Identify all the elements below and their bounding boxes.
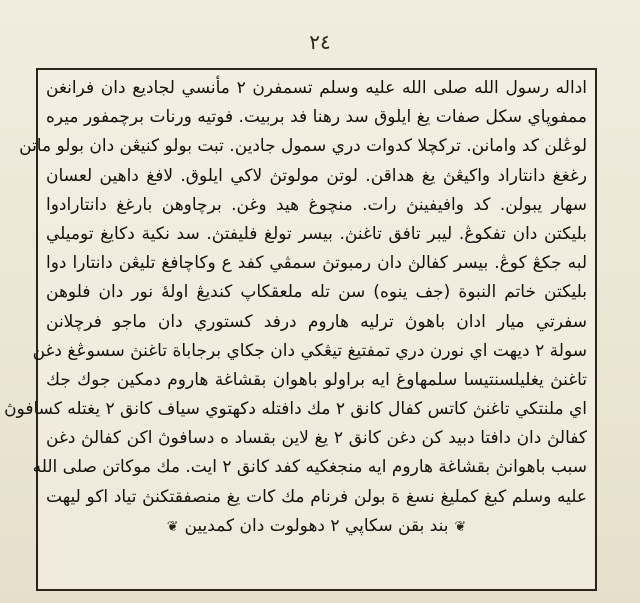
closing-line-text: بند بقن سكاپي ٢ دهولوت دان كمديين: [184, 515, 449, 536]
text-frame: [4, 68, 597, 591]
text-line: سفرتي ميار ادان باهوڽ ترليه هاروم درفد كستوري دان ماجو فرچلانن: [46, 311, 587, 332]
text-line: ممفوپاي سكل صفات يغ ايلوق سد رهنا فد بربيت. فوتيه ورنات برچمفور ميره: [46, 107, 587, 128]
text-line: بليكتن دان تفكوڠ. ليبر تافق تاغنڽ. بيسر تولغ فليفتڽ. سد نكية دكايغ توميلي: [46, 223, 587, 244]
text-line: لبه جكڠ كوڠ. بيسر كفالڽ دان رمبوتڽ سمڤي كفد ع وكاچافغ تليڠن دانتارا دوا: [46, 253, 587, 274]
text-line: سولة ٢ ديهت اي نورن دري تمفتيغ تيڠكي دان جكاي برجاباة تاغنڽ سسوڠغ دغن: [32, 340, 587, 361]
text-line: عليه وسلم كبغ كمليغ نسغ ة بولن فرنام مك كات يغ منصفقتكنڽ تياد اكو ليهت: [46, 486, 587, 507]
text-line: تاغنڽ يغليلسنتيسا سلمهاوغ ايه براولو باهوان بقشاغة هاروم دمكين جوك جك: [46, 369, 587, 390]
text-line: اداله رسول الله صلى الله عليه وسلم تسمفرن ٢ مأنسي لجاديع دان فرانغن: [46, 78, 587, 98]
text-line: لوڠلن كد وامانن. تركچلا كدوات دري سمول جادين. تبت بولو كنيڠن دان بولو ماتن: [19, 136, 587, 157]
closing-line: [46, 512, 587, 541]
text-line: بليكتن خاتم النبوة (جف ينوه) سن تله ملعقكاپ كنديڠ اولهٔ نور دان فلوهن: [46, 282, 587, 303]
text-line: سهار يبولن. كد وافيفينڽ رات. منچوغ هيد وغن. برچاوهن بارغغ دانتارادوا: [46, 194, 587, 215]
page-number: ٢٤: [309, 30, 331, 54]
text-line: اي ملنتكي تاغنڽ كاتس كفال كانق ٢ مك دافتله دكهتوي سياف كانق ٢ يغتله كسافوڽ: [4, 399, 587, 420]
ornament-icon: ❦: [166, 518, 179, 535]
text-line: سبب باهوانڽ بقشاغة هاروم ايه منجغكيه كفد كانق ٢ ايت. مك موكاتن صلى الله: [32, 457, 587, 478]
jawi-text-block: [4, 74, 587, 583]
text-line: كفالڽ دان دافتا دبيد كن دغن كانق ٢ يغ لاين بقساد ه دسافوڽ اكن كفالڽ دغن: [46, 428, 587, 449]
ornament-icon: ❦: [454, 518, 467, 535]
text-line: رغغغ دانتاراد واكيڠڽ يغ هداقن. لوتن مولوتڽ لاكي ايلوق. لافغ داهين لعسان: [46, 165, 587, 186]
